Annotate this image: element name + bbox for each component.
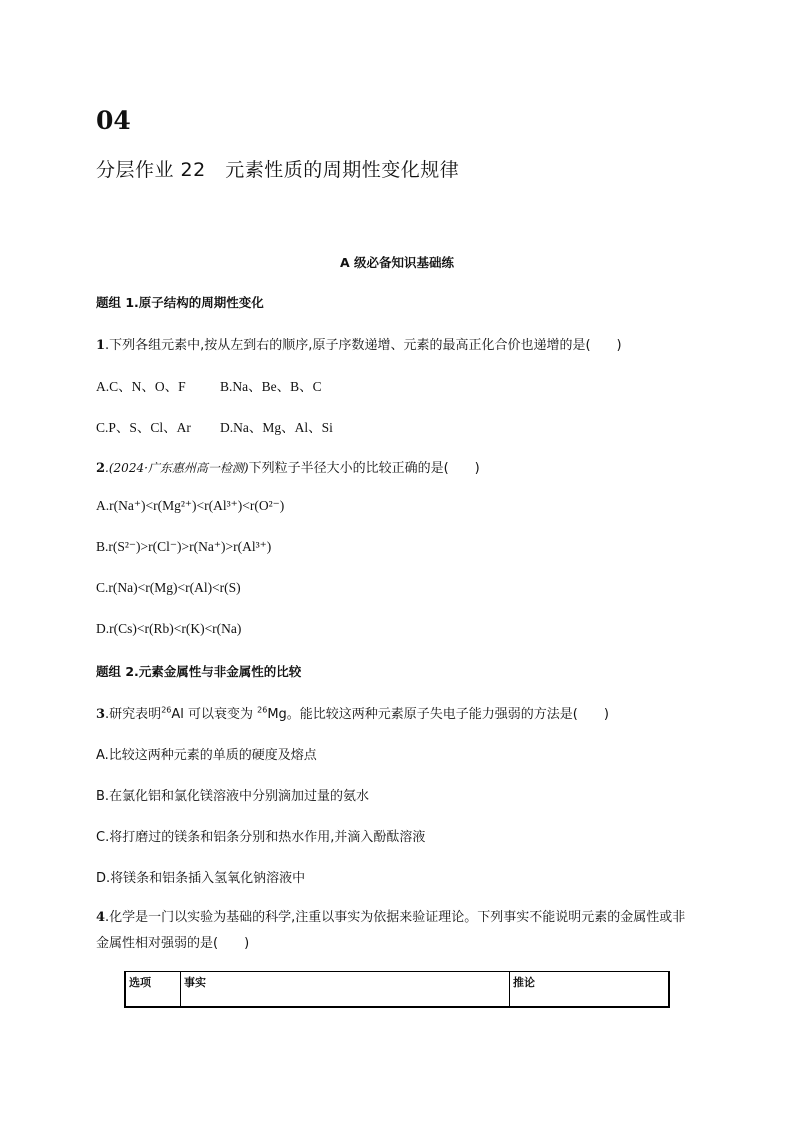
question-text: .化学是一门以实验为基础的科学,注重以事实为依据来验证理论。下列事实不能说明元素的金属性或非金属性相对强弱的是( ) [96,910,686,951]
question-text-part-3: Mg。能比较这两种元素原子失电子能力强弱的方法是( ) [267,707,609,722]
chapter-number: 04 [96,106,131,135]
facts-table [124,971,670,1008]
question-3-option-a: A.比较这两种元素的单质的硬度及熔点 [96,748,317,763]
question-text-part-2: Al 可以衰变为 [171,707,258,722]
section-title: A 级必备知识基础练 [339,255,455,270]
question-text: .下列各组元素中,按从左到右的顺序,原子序数递增、元素的最高正化合价也递增的是( ) [105,338,622,353]
mass-number: 26 [257,705,268,715]
question-4 [96,905,696,957]
question-2-option-a: A.r(Na⁺)<r(Mg²⁺)<r(Al³⁺)<r(O²⁻) [96,498,285,513]
header-fact: 事实 [181,972,510,1008]
header-inference: 推论 [510,972,670,1008]
header-option: 选项 [125,972,181,1008]
page-title: 分层作业 22 元素性质的周期性变化规律 [96,159,460,181]
question-2-option-d: D.r(Cs)<r(Rb)<r(K)<r(Na) [96,621,242,636]
group-heading-2: 题组 2.元素金属性与非金属性的比较 [96,664,302,679]
option-c: C.P、S、Cl、Ar [96,420,191,435]
question-3-option-c: C.将打磨过的镁条和铝条分别和热水作用,并滴入酚酞溶液 [96,830,426,845]
question-number: 2 [96,461,106,476]
question-1-options-row-1 [96,375,322,395]
question-1 [96,334,622,353]
question-3-option-b: B.在氯化铝和氯化镁溶液中分别滴加过量的氨水 [96,789,370,804]
question-2-option-b: B.r(S²⁻)>r(Cl⁻)>r(Na⁺)>r(Al³⁺) [96,539,272,554]
option-a: A.C、N、O、F [96,379,186,394]
mass-number: 26 [161,705,172,715]
question-3-option-d: D.将镁条和铝条插入氢氧化钠溶液中 [96,871,306,886]
question-number: 3 [96,707,106,722]
option-b: B.Na、Be、B、C [220,379,322,394]
table-header-row [125,972,669,1008]
question-3 [96,703,609,722]
group-heading-1: 题组 1.原子结构的周期性变化 [96,295,264,310]
option-d: D.Na、Mg、Al、Si [220,420,333,435]
question-source: .(2024·广东惠州高一检测) [105,461,249,475]
question-number: 4 [96,910,106,925]
question-text: 下列粒子半径大小的比较正确的是( ) [248,461,480,476]
question-2-option-c: C.r(Na)<r(Mg)<r(Al)<r(S) [96,580,241,595]
question-1-options-row-2 [96,416,333,436]
question-number: 1 [96,338,106,353]
question-2 [96,457,480,476]
question-text-part-1: .研究表明 [105,707,162,722]
